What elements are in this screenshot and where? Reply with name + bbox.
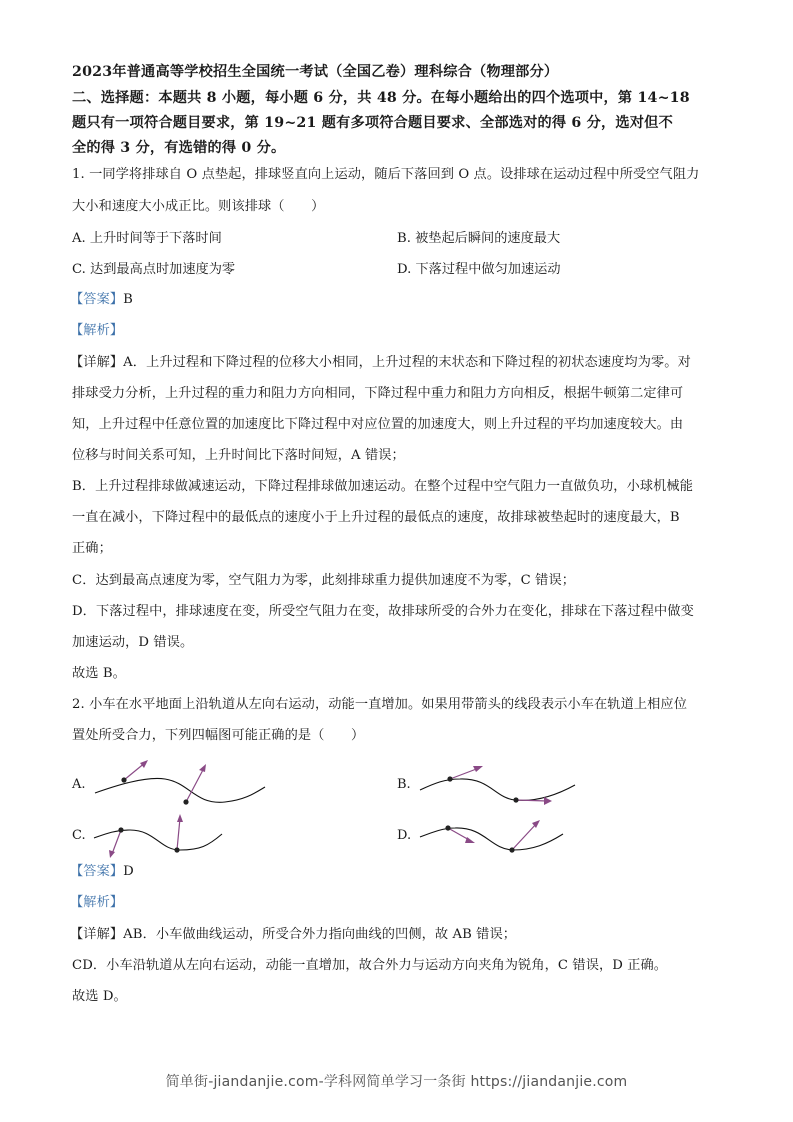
q1-detail-line-5: B．上升过程排球做减速运动，下降过程排球做加速运动。在整个过程中空气阻力一直做负功，小球机械能 [72, 479, 694, 494]
arrow-head-icon [109, 850, 115, 858]
q2-conclusion: 故选 D。 [72, 989, 127, 1004]
q1-option-d: D. 下落过程中做匀加速运动 [397, 262, 561, 277]
q1-detail-line-9: D．下落过程中，排球速度在变，所受空气阻力在变，故排球所受的合外力在变化，排球在下落过程中做变 [72, 604, 694, 619]
q2-stem-line-1: 2. 小车在水平地面上沿轨道从左向右运动，动能一直增加。如果用带箭头的线段表示小车在轨道上相应位 [72, 697, 688, 712]
q1-detail-line-10: 加速运动，D 错误。 [72, 635, 194, 650]
q1-conclusion: 故选 B。 [72, 666, 126, 681]
point-marker [121, 777, 126, 782]
figure-a-label: A. [72, 777, 86, 792]
detail-tag: 【详解】 [70, 927, 124, 942]
q1-detail-line-8: C．达到最高点速度为零，空气阻力为零，此刻排球重力提供加速度不为零，C 错误； [72, 573, 576, 588]
track-curve [94, 830, 222, 850]
force-arrow [186, 768, 204, 802]
q1-option-b: B. 被垫起后瞬间的速度最大 [397, 231, 561, 246]
figure-b-label: B. [397, 777, 411, 792]
detail-tag: 【详解】 [70, 355, 124, 370]
q2-stem-line-2: 置处所受合力，下列四幅图可能正确的是（ ） [72, 728, 365, 743]
arrow-head-icon [544, 797, 552, 805]
section-instructions-line-3: 全的得 3 分，有选错的得 0 分。 [72, 140, 286, 156]
figure-d-label: D. [397, 828, 412, 843]
point-marker [445, 825, 450, 830]
point-marker [118, 827, 123, 832]
q1-detail-line-6: 一直在减小，下降过程中的最低点的速度小于上升过程的最低点的速度，故排球被垫起时的速度最大，B [72, 510, 680, 525]
q1-option-a: A. 上升时间等于下落时间 [72, 231, 222, 246]
force-arrow [177, 818, 180, 850]
figure-c-diagram [90, 812, 270, 860]
section-instructions-line-1: 二、选择题：本题共 8 小题，每小题 6 分，共 48 分。在每小题给出的四个选项中，第 14~18 [72, 90, 690, 106]
point-marker [447, 776, 452, 781]
arrow-head-icon [473, 766, 483, 772]
q1-stem-line-1: 1. 一同学将排球自 O 点垫起，排球竖直向上运动，随后下落回到 O 点。设排球在运动过程中所受空气阻力 [72, 167, 700, 182]
footer-watermark: 简单街-jiandanjie.com-学科网简单学习一条街 https://jiandanjie.com [165, 1074, 628, 1090]
figure-c-label: C. [72, 828, 86, 843]
q1-answer [70, 292, 730, 308]
point-marker [509, 847, 514, 852]
answer-value: D [123, 864, 134, 879]
answer-tag: 【答案】 [70, 292, 124, 307]
q1-analysis-tag: 【解析】 [70, 323, 124, 338]
answer-tag: 【答案】 [70, 864, 124, 879]
q2-analysis-tag: 【解析】 [70, 895, 124, 910]
arrow-head-icon [140, 760, 148, 768]
point-marker [513, 797, 518, 802]
q2-detail-line-1: 【详解】AB．小车做曲线运动，所受合外力指向曲线的凹侧，故 AB 错误； [70, 927, 517, 942]
q1-option-c: C. 达到最高点时加速度为零 [72, 262, 236, 277]
answer-value: B [123, 292, 133, 307]
track-curve [95, 778, 265, 802]
q1-detail-line-7: 正确； [72, 541, 112, 556]
q2-detail-line-2: CD．小车沿轨道从左向右运动，动能一直增加，故合外力与运动方向夹角为锐角，C 错误，D 正确。 [72, 958, 668, 973]
arrow-head-icon [177, 814, 183, 822]
point-marker [174, 847, 179, 852]
q2-answer [70, 864, 730, 880]
track-curve [420, 779, 575, 800]
point-marker [183, 799, 188, 804]
force-arrow [112, 830, 121, 854]
q1-detail-line-2: 排球受力分析，上升过程的重力和阻力方向相同，下降过程中重力和阻力方向相反，根据牛顿第二定律可 [72, 386, 684, 401]
arrow-head-icon [199, 764, 206, 772]
force-arrow [512, 823, 537, 850]
q1-detail-line-3: 知，上升过程中任意位置的加速度比下降过程中对应位置的加速度大，则上升过程的平均加速度较大。由 [72, 417, 684, 432]
figure-b-diagram [415, 758, 595, 808]
track-curve [420, 828, 563, 850]
q1-stem-line-2: 大小和速度大小成正比。则该排球（ ） [72, 199, 325, 214]
page-title: 2023年普通高等学校招生全国统一考试（全国乙卷）理科综合（物理部分） [72, 64, 559, 80]
figure-a-diagram [90, 758, 270, 808]
q1-detail-line-4: 位移与时间关系可知，上升时间比下落时间短，A 错误； [72, 448, 405, 463]
force-arrow [450, 768, 479, 779]
section-instructions-line-2: 题只有一项符合题目要求，第 19~21 题有多项符合题目要求、全部选对的得 6 分，选对但不 [72, 115, 673, 131]
q1-detail-line-1: 【详解】A．上升过程和下降过程的位移大小相同，上升过程的末状态和下降过程的初状态速度均为零。对 [70, 355, 691, 370]
figure-d-diagram [415, 812, 595, 860]
